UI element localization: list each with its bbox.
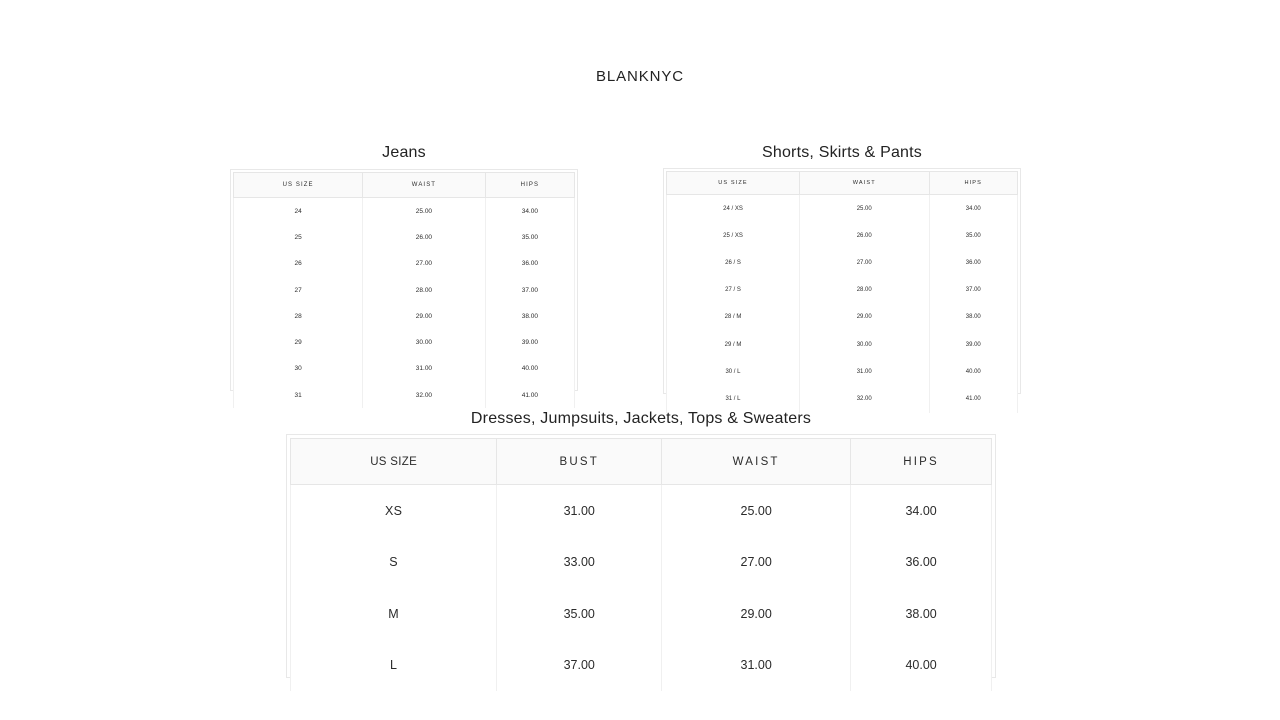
cell-bust: 33.00 <box>497 537 662 589</box>
column-header-waist: WAIST <box>799 172 929 195</box>
cell-waist: 25.00 <box>363 198 486 225</box>
table-row <box>667 304 1018 331</box>
cell-us-size: 29 <box>234 329 363 355</box>
cell-hips: 40.00 <box>485 356 574 382</box>
cell-waist: 31.00 <box>363 356 486 382</box>
table-row <box>234 277 575 303</box>
column-header-us-size: US SIZE <box>234 173 363 198</box>
cell-hips: 36.00 <box>851 537 992 589</box>
cell-us-size: 24 / XS <box>667 195 800 223</box>
cell-us-size: 26 <box>234 251 363 277</box>
cell-waist: 32.00 <box>799 385 929 412</box>
cell-waist: 26.00 <box>799 222 929 249</box>
cell-hips: 36.00 <box>929 249 1018 276</box>
table-head <box>667 172 1018 195</box>
table-head <box>234 173 575 198</box>
cell-waist: 31.00 <box>799 358 929 385</box>
cell-waist: 28.00 <box>799 277 929 304</box>
cell-us-size: 25 <box>234 224 363 250</box>
cell-waist: 27.00 <box>363 251 486 277</box>
table-row <box>234 303 575 329</box>
cell-waist: 31.00 <box>662 640 851 692</box>
table-row <box>234 356 575 382</box>
cell-us-size: 26 / S <box>667 249 800 276</box>
brand-title: BLANKNYC <box>595 68 685 85</box>
table-jeans <box>233 172 575 408</box>
cell-waist: 29.00 <box>363 303 486 329</box>
table-row <box>667 358 1018 385</box>
cell-waist: 27.00 <box>662 537 851 589</box>
table-head <box>291 439 992 485</box>
section-title-jeans: Jeans <box>382 144 426 161</box>
table-row <box>667 331 1018 358</box>
cell-bust: 31.00 <box>497 485 662 537</box>
cell-us-size: 24 <box>234 198 363 225</box>
cell-us-size: M <box>291 588 497 640</box>
table-row <box>667 277 1018 304</box>
cell-hips: 35.00 <box>485 224 574 250</box>
cell-hips: 38.00 <box>485 303 574 329</box>
cell-hips: 39.00 <box>929 331 1018 358</box>
cell-hips: 41.00 <box>929 385 1018 412</box>
table-row <box>291 640 992 692</box>
table-shorts-skirts-pants <box>666 171 1018 413</box>
table-row <box>667 385 1018 412</box>
cell-waist: 32.00 <box>363 382 486 408</box>
size-table-shorts-skirts-pants <box>663 168 1021 402</box>
cell-waist: 26.00 <box>363 224 486 250</box>
section-title-dresses: Dresses, Jumpsuits, Jackets, Tops & Sweaters <box>470 410 812 427</box>
table-row <box>667 249 1018 276</box>
column-header-hips: HIPS <box>485 173 574 198</box>
cell-us-size: 25 / XS <box>667 222 800 249</box>
cell-bust: 37.00 <box>497 640 662 692</box>
cell-waist: 27.00 <box>799 249 929 276</box>
table-row <box>667 222 1018 249</box>
cell-us-size: L <box>291 640 497 692</box>
cell-hips: 40.00 <box>929 358 1018 385</box>
table-row <box>234 198 575 225</box>
table-row <box>234 329 575 355</box>
column-header-waist: WAIST <box>363 173 486 198</box>
table-header-row <box>667 172 1018 195</box>
table-row <box>291 588 992 640</box>
column-header-bust: BUST <box>497 439 662 485</box>
table-row <box>234 382 575 408</box>
cell-waist: 29.00 <box>662 588 851 640</box>
cell-us-size: 27 <box>234 277 363 303</box>
column-header-hips: HIPS <box>851 439 992 485</box>
cell-us-size: 28 / M <box>667 304 800 331</box>
cell-us-size: 31 / L <box>667 385 800 412</box>
cell-waist: 30.00 <box>363 329 486 355</box>
cell-us-size: 31 <box>234 382 363 408</box>
cell-hips: 36.00 <box>485 251 574 277</box>
cell-hips: 34.00 <box>485 198 574 225</box>
cell-us-size: 27 / S <box>667 277 800 304</box>
cell-bust: 35.00 <box>497 588 662 640</box>
table-row <box>234 224 575 250</box>
cell-waist: 29.00 <box>799 304 929 331</box>
table-row <box>667 195 1018 223</box>
cell-hips: 39.00 <box>485 329 574 355</box>
column-header-us-size: US SIZE <box>667 172 800 195</box>
table-row <box>291 485 992 537</box>
cell-hips: 37.00 <box>929 277 1018 304</box>
column-header-us-size: US SIZE <box>291 439 497 485</box>
cell-waist: 25.00 <box>662 485 851 537</box>
size-table-dresses <box>286 434 996 678</box>
cell-waist: 30.00 <box>799 331 929 358</box>
cell-hips: 38.00 <box>851 588 992 640</box>
table-body <box>667 195 1018 413</box>
cell-hips: 37.00 <box>485 277 574 303</box>
cell-hips: 40.00 <box>851 640 992 692</box>
table-body <box>234 198 575 409</box>
cell-waist: 28.00 <box>363 277 486 303</box>
cell-us-size: 29 / M <box>667 331 800 358</box>
cell-us-size: 30 <box>234 356 363 382</box>
cell-us-size: 28 <box>234 303 363 329</box>
section-title-shorts-skirts-pants: Shorts, Skirts & Pants <box>761 144 922 161</box>
cell-us-size: 30 / L <box>667 358 800 385</box>
cell-hips: 41.00 <box>485 382 574 408</box>
table-dresses <box>290 438 992 691</box>
cell-hips: 35.00 <box>929 222 1018 249</box>
cell-hips: 34.00 <box>929 195 1018 223</box>
table-header-row <box>234 173 575 198</box>
column-header-waist: WAIST <box>662 439 851 485</box>
column-header-hips: HIPS <box>929 172 1018 195</box>
cell-waist: 25.00 <box>799 195 929 223</box>
cell-us-size: S <box>291 537 497 589</box>
cell-us-size: XS <box>291 485 497 537</box>
table-row <box>234 251 575 277</box>
table-body <box>291 485 992 692</box>
table-row <box>291 537 992 589</box>
cell-hips: 34.00 <box>851 485 992 537</box>
cell-hips: 38.00 <box>929 304 1018 331</box>
size-table-jeans <box>230 169 578 399</box>
table-header-row <box>291 439 992 485</box>
